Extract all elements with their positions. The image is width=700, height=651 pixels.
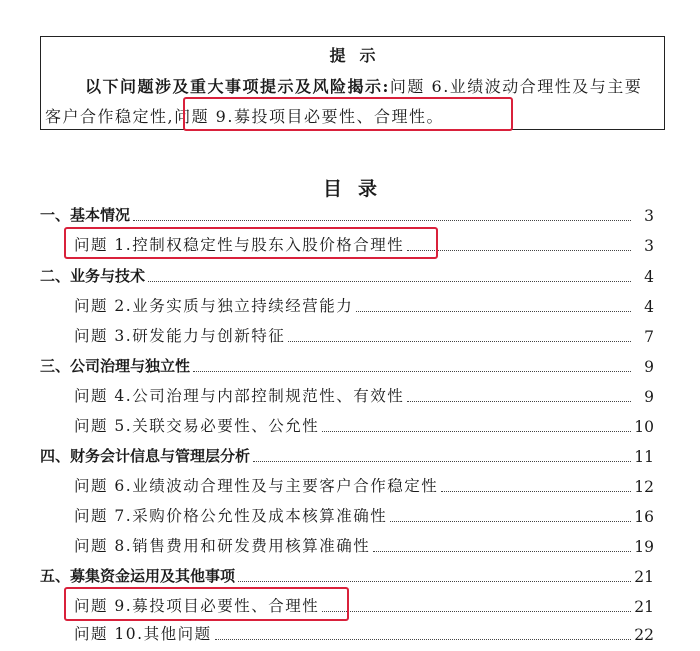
toc-page-number: 4 bbox=[644, 268, 654, 286]
toc-item-question-6[interactable] bbox=[74, 472, 654, 496]
dot-leader bbox=[288, 340, 631, 342]
toc-page-number: 3 bbox=[644, 237, 654, 255]
dot-leader bbox=[407, 400, 631, 402]
dot-leader bbox=[373, 550, 631, 552]
toc-item-question-5[interactable] bbox=[74, 412, 654, 436]
notice-title: 提示 bbox=[329, 46, 390, 65]
toc-item-question-7[interactable] bbox=[74, 502, 654, 526]
toc-item-label: 问题 9.募投项目必要性、合理性 bbox=[74, 597, 320, 615]
toc-item-label: 问题 3.研发能力与创新特征 bbox=[74, 327, 286, 345]
toc-item-label: 问题 5.关联交易必要性、公允性 bbox=[74, 417, 320, 435]
toc-title: 目录 bbox=[322, 178, 393, 200]
toc-item-label: 问题 4.公司治理与内部控制规范性、有效性 bbox=[74, 387, 405, 405]
notice-line-1-rest: 问题 6.业绩波动合理性及与主要 bbox=[389, 77, 643, 96]
toc-page-number: 21 bbox=[634, 598, 654, 616]
toc-section-2[interactable] bbox=[40, 262, 654, 286]
dot-leader bbox=[322, 610, 631, 612]
toc-page-number: 3 bbox=[644, 207, 654, 225]
toc-page-number: 19 bbox=[634, 538, 654, 556]
dot-leader bbox=[390, 520, 631, 522]
toc-page-number: 22 bbox=[634, 626, 654, 644]
toc-page-number: 21 bbox=[634, 568, 654, 586]
toc-item-question-10[interactable] bbox=[74, 620, 654, 644]
highlight-box-notice-question-9 bbox=[183, 97, 513, 131]
dot-leader bbox=[253, 460, 631, 462]
toc-item-label: 问题 8.销售费用和研发费用核算准确性 bbox=[74, 537, 371, 555]
toc-section-label: 五、募集资金运用及其他事项 bbox=[40, 567, 236, 585]
toc-page-number: 9 bbox=[644, 358, 654, 376]
notice-line-2-start: 客户合作稳定性, bbox=[45, 107, 175, 126]
toc-section-label: 四、财务会计信息与管理层分析 bbox=[40, 447, 251, 465]
dot-leader bbox=[238, 580, 631, 582]
toc-section-4[interactable] bbox=[40, 442, 654, 466]
dot-leader bbox=[322, 430, 631, 432]
toc-item-label: 问题 6.业绩波动合理性及与主要客户合作稳定性 bbox=[74, 477, 439, 495]
toc-section-1[interactable] bbox=[40, 201, 654, 225]
toc-item-question-2[interactable] bbox=[74, 292, 654, 316]
highlight-box-question-1 bbox=[64, 227, 438, 259]
toc-page-number: 11 bbox=[634, 448, 654, 466]
notice-line-1 bbox=[85, 74, 642, 97]
toc-item-question-8[interactable] bbox=[74, 532, 654, 556]
toc-section-5[interactable] bbox=[40, 562, 654, 586]
toc-item-question-4[interactable] bbox=[74, 382, 654, 406]
toc-section-label: 三、公司治理与独立性 bbox=[40, 357, 191, 375]
dot-leader bbox=[133, 219, 631, 221]
dot-leader bbox=[407, 249, 631, 251]
dot-leader bbox=[193, 370, 631, 372]
toc-page-number: 10 bbox=[634, 418, 654, 436]
toc-page-number: 12 bbox=[634, 478, 654, 496]
toc-page-number: 4 bbox=[644, 298, 654, 316]
dot-leader bbox=[441, 490, 631, 492]
toc-item-label: 问题 7.采购价格公允性及成本核算准确性 bbox=[74, 507, 388, 525]
toc-section-label: 一、基本情况 bbox=[40, 206, 131, 224]
toc-page-number: 16 bbox=[634, 508, 654, 526]
dot-leader bbox=[148, 280, 631, 282]
highlight-box-question-9 bbox=[64, 587, 349, 621]
toc-section-3[interactable] bbox=[40, 352, 654, 376]
notice-line-2-highlight-text: 问题 9.募投项目必要性、合理性。 bbox=[174, 107, 444, 126]
toc-item-label: 问题 1.控制权稳定性与股东入股价格合理性 bbox=[74, 236, 405, 254]
dot-leader bbox=[215, 638, 631, 640]
toc-item-question-3[interactable] bbox=[74, 322, 654, 346]
toc-item-label: 问题 10.其他问题 bbox=[74, 625, 212, 643]
notice-lead-text: 以下问题涉及重大事项提示及风险揭示: bbox=[85, 77, 390, 96]
toc-page-number: 9 bbox=[644, 388, 654, 406]
toc-item-label: 问题 2.业务实质与独立持续经营能力 bbox=[74, 297, 354, 315]
dot-leader bbox=[356, 310, 631, 312]
toc-section-label: 二、业务与技术 bbox=[40, 267, 146, 285]
toc-page-number: 7 bbox=[644, 328, 654, 346]
